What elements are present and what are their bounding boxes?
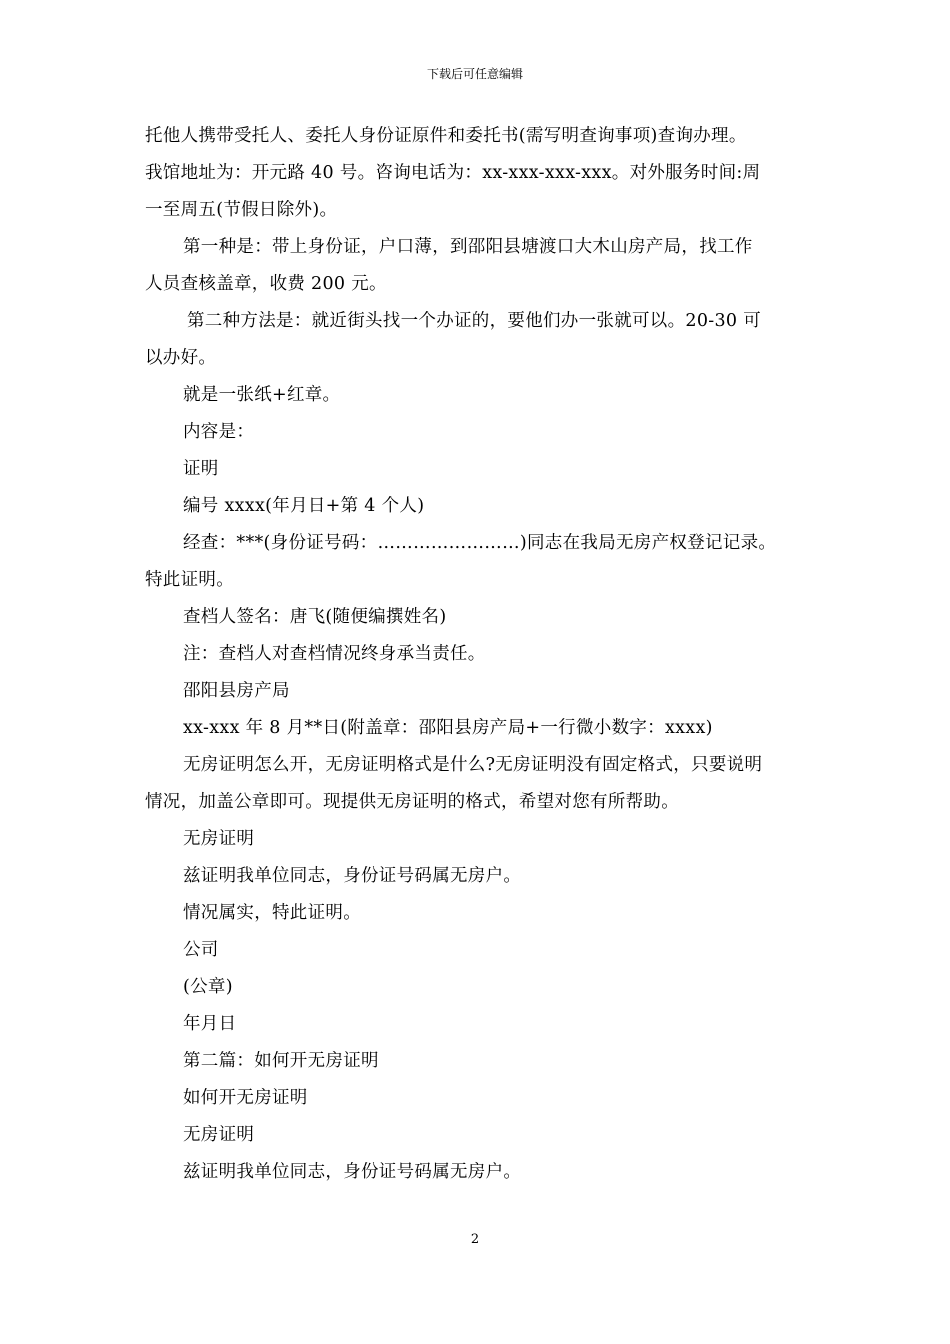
paragraph-line: 一至周五(节假日除外)。 — [145, 200, 338, 220]
paragraph-line: 第二种方法是：就近街头找一个办证的，要他们办一张就可以。20-30 可 — [187, 311, 762, 331]
paragraph-line: 无房证明 — [183, 829, 255, 849]
paragraph-line: 如何开无房证明 — [183, 1088, 308, 1108]
paragraph-line: xx-xxx 年 8 月**日(附盖章：邵阳县房产局+一行微小数字：xxxx) — [183, 718, 713, 738]
paragraph-line: 就是一张纸+红章。 — [183, 385, 341, 405]
paragraph-line: 第一种是：带上身份证，户口薄，到邵阳县塘渡口大木山房产局，找工作 — [183, 237, 753, 257]
paragraph-line: 内容是： — [183, 422, 255, 442]
paragraph-line: 证明 — [183, 459, 219, 479]
paragraph-line: 经查：***(身份证号码：……………………)同志在我局无房产权登记记录。 — [183, 533, 777, 553]
paragraph-line: 无房证明怎么开，无房证明格式是什么?无房证明没有固定格式，只要说明 — [183, 755, 763, 775]
paragraph-line: 情况，加盖公章即可。现提供无房证明的格式，希望对您有所帮助。 — [145, 792, 679, 812]
paragraph-line: 注：查档人对查档情况终身承当责任。 — [183, 644, 486, 664]
paragraph-line: 公司 — [183, 940, 219, 960]
page-number: 2 — [470, 1232, 480, 1247]
paragraph-line: 兹证明我单位同志，身份证号码属无房户。 — [183, 866, 522, 886]
paragraph-line: 第二篇：如何开无房证明 — [183, 1051, 379, 1071]
paragraph-line: 特此证明。 — [145, 570, 234, 590]
paragraph-line: 编号 xxxx(年月日+第 4 个人) — [183, 496, 425, 516]
paragraph-line: 情况属实，特此证明。 — [183, 903, 361, 923]
paragraph-line: 无房证明 — [183, 1125, 255, 1145]
paragraph-line: 托他人携带受托人、委托人身份证原件和委托书(需写明查询事项)查询办理。 — [145, 126, 747, 146]
document-body — [145, 118, 813, 1191]
paragraph-line: 我馆地址为：开元路 40 号。咨询电话为：xx-xxx-xxx-xxx。对外服务时间:周 — [145, 163, 761, 183]
paragraph-line: 人员查核盖章，收费 200 元。 — [145, 274, 387, 294]
paragraph-line: 以办好。 — [145, 348, 217, 368]
paragraph-line: 邵阳县房产局 — [183, 681, 290, 701]
paragraph-line: 年月日 — [183, 1014, 237, 1034]
page-header: 下载后可任意编辑 — [426, 67, 523, 81]
paragraph-line: (公章) — [183, 977, 233, 997]
paragraph-line: 兹证明我单位同志，身份证号码属无房户。 — [183, 1162, 522, 1182]
paragraph-line: 查档人签名：唐飞(随便编撰姓名) — [183, 607, 447, 627]
